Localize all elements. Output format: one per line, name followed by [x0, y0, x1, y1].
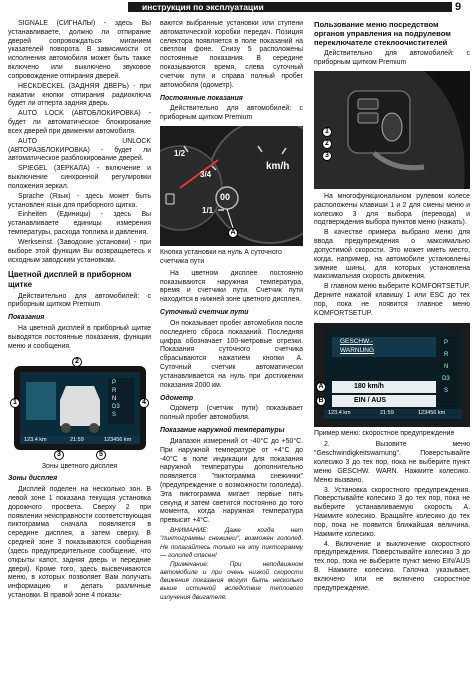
- header-title: инструкция по эксплуатации: [142, 2, 264, 12]
- figure-caption: Зоны цветного дисплея: [41, 462, 118, 470]
- time-readout: 21:59: [70, 436, 84, 443]
- color-display-figure: [8, 356, 151, 461]
- paragraph: В качестве примера выбрано меню для ввода предупреждения о максимально допустимой скорости. Это может иметь место, когда, например, на автомобиле установлены зимние шины, для которых установлена максимальная скорость движения.: [314, 229, 470, 281]
- speed-unit: km/h: [266, 161, 290, 173]
- speed-warning-display-figure: [314, 323, 470, 427]
- gear-label: P: [112, 379, 117, 386]
- figure-caption: Пример меню: скоростное предупреждение: [314, 429, 455, 437]
- section-heading: Цветной дисплей в приборном щитке: [8, 270, 132, 289]
- paragraph: Einheiten (Единицы) - здесь Вы устанавливаете единицы измерения температуры, расхода топлива и давления.: [8, 211, 151, 237]
- paragraph: Действительно для автомобилей: с приборным щитком Premium: [8, 292, 151, 309]
- gear-label: P: [444, 339, 449, 346]
- paragraph: На цветной дисплей в приборный щитке выводятся постоянные показания, функции меню и сообщения.: [8, 325, 151, 350]
- callout-1: 1: [322, 127, 332, 137]
- subheading: Показание наружной температуры: [160, 427, 285, 435]
- callout-b: B: [316, 396, 326, 406]
- gear-label: N: [444, 363, 449, 370]
- paragraph: SIGNALE (СИГНАЛЫ) - здесь Вы устанавливаете, должно ли отпирание дверей сопровождаться миганием указателей поворота. В зависимости от исполнения автомобиля может быть также включено или выключено звуковое сопровождение отпирания дверей.: [8, 20, 151, 80]
- gear-label: S: [112, 411, 117, 418]
- callout-4: 4: [139, 398, 149, 408]
- gear-label: R: [112, 387, 117, 394]
- page-number: 9: [455, 1, 462, 13]
- fuel-tick: 1/2: [174, 149, 186, 159]
- subheading: Одометр: [160, 394, 194, 402]
- column-2: [160, 20, 303, 603]
- subheading: Показания: [8, 314, 45, 322]
- paragraph: Одометр (счетчик пути) показывает полный пробег автомобиля.: [160, 405, 303, 422]
- odometer-readout: 123456 km: [418, 409, 446, 416]
- callout-3: 3: [322, 151, 332, 161]
- paragraph: 3. Установка скоростного предупреждения. Поверстывайте колесико 3 до тех пор, пока не выберите устанавливаемую скорость А. Нажмите колесико. Вращайте колесико до тех пор, пока не появится ближайшая величина. Нажмите колесико.: [314, 486, 470, 538]
- paragraph: ваются выбранные установки или ступени автоматической коробки передач. Позиция селектора появляется в поле показаний на светлом фоне. Снизу 5 расположены постоянные показания. В середине показываются время, слева суточный счетчик пути и справа полный пробег автомобиля (одометр).: [160, 20, 303, 89]
- wiper-stalk-figure: [314, 71, 470, 189]
- fuel-tick: 1/1: [202, 206, 214, 216]
- paragraph: Sprache (Язык) - здесь может быть установлен язык для приборного щитка.: [8, 192, 151, 209]
- trip-readout: 123.4 km: [24, 436, 47, 443]
- time-readout: 21:59: [380, 409, 394, 416]
- subheading: Зоны дисплея: [8, 475, 58, 483]
- paragraph: AUTO UNLOCK (АВТОРАЗБЛОКИРОВКА) - будет ли автоматическое разблокирование дверей.: [8, 137, 151, 163]
- paragraph: Он показывает пробег автомобиля после последнего сброса показаний. Последняя цифра обозначает 100-метровые отрезки. Показания суточного счетчика сбрасываются нажатием кнопки А. Суточный счетчик автоматически устанавливается на нуль при достижении показания 2000 км.: [160, 319, 303, 389]
- column-1: [8, 20, 151, 602]
- paragraph: HECKDECKEL (ЗАДНЯЯ ДВЕРЬ) - при нажатии кнопки отпирания радиоключа будет ли отперта задняя дверь.: [8, 82, 151, 108]
- gear-label: R: [444, 351, 449, 358]
- callout-a: A: [228, 228, 238, 238]
- paragraph: SPIEGEL (ЗЕРКАЛА) - включение и выключение синхронной регулировки положения зеркал.: [8, 165, 151, 190]
- odometer-readout: 123456 km: [104, 436, 132, 443]
- gear-label: N: [112, 395, 117, 402]
- page-header: [0, 0, 476, 14]
- paragraph: 2. Вызовите меню "Geschwindigkeitswarnung". Поверстывайте колесико 3 до тех пор, пока не выберите пункт меню GESCHW. WARN. Нажмите колесико. Меню вызвано.: [314, 441, 470, 484]
- callout-a: A: [316, 382, 326, 392]
- callout-2: 2: [322, 139, 332, 149]
- speedometer-figure: [160, 126, 303, 246]
- menu-title: GESCHW.-: [340, 337, 373, 345]
- subheading: Постоянные показания: [160, 94, 243, 102]
- remark-note: Примечание: При неподвижном автомобиле и при очень низкой скорости движения показания могут быть несколько выше истинной вследствие теплового излучения двигателя.: [160, 560, 303, 601]
- on-off-toggle: EIN / AUS: [354, 396, 387, 404]
- menu-title: WARNUNG: [340, 346, 375, 354]
- column-3: [314, 20, 470, 594]
- paragraph: Werkseinst. (Заводские установки) - при выборе этой функции Вы возвращаетесь к исходным заводским установкам.: [8, 238, 151, 264]
- paragraph: Действительно для автомобилей: с приборным щитком Premium: [160, 105, 303, 122]
- paragraph: Дисплей поделен на несколько зон. В левой зоне 1 показана текущая установка дорожного просвета. Сверху 2 при появлении неисправности соответствующая пиктограмма сначала появляется в середине дисплея, а затем сверху. В средней зоне 3 показываются сообщения (здесь предупредительное сообщение, что открыты капот, задняя дверь и передние двери). Кроме того, здесь высвечиваются меню, в которых позволяет Вам получать информацию и делать различные установки. В правой зоне 4 показы-: [8, 486, 151, 600]
- figure-caption: Кнопка установки на нуль А суточного счетчика пути: [160, 249, 282, 265]
- paragraph: На цветном дисплее постоянно показываются наружная температура, время и счетчики пути. Счетчик пути находится в нижней зоне цветного дисплея.: [160, 269, 303, 304]
- callout-3: 3: [54, 450, 64, 460]
- paragraph: На многофункциональном рулевом колесе расположены клавиши 1 и 2 для смены меню и колесико 3 для выбора (перевода) и подтверждения выбора пунктов меню (нажать).: [314, 192, 470, 227]
- paragraph: Действительно для автомобилей: с приборным щитком Premium: [314, 50, 470, 67]
- paragraph: AUTO LOCK (АВТОБЛОКИРОВКА) - будет ли автоматическое блокирование всех дверей при движении автомобиля.: [8, 110, 151, 135]
- fuel-tick: 3/4: [200, 170, 212, 180]
- trip-reset-readout: 00: [220, 192, 231, 203]
- gear-label: D3: [442, 375, 450, 382]
- paragraph: В главном меню выберите KOMFORTSETUP. Дерните нажатой клавишу 1 или ESC до тех пор, пока не появится главное меню KOMFORTSETUP.: [314, 283, 470, 317]
- callout-2: 2: [72, 357, 82, 367]
- callout-1: 1: [10, 398, 20, 408]
- gear-label: D3: [112, 403, 120, 410]
- speed-value: 180 km/h: [354, 382, 384, 390]
- paragraph: 4. Включение и выключение скоростного предупреждения. Поверстывайте колесико 3 до тех пор, пока не выберите пункт меню EIN/AUS В. Нажмите колесико. Галочка указывает, включено или не включено скоростное предупреждение.: [314, 540, 470, 592]
- warning-note: ВНИМАНИЕ: Даже когда нет "пиктограммы снежинки", возможен гололед. Не полагайтесь только на эту пиктограмму — гололед опасен!: [160, 527, 303, 559]
- callout-5: 5: [96, 450, 106, 460]
- section-heading: Пользование меню посредством органов управления на подрулевом переключателе стеклоочистителей: [314, 20, 451, 48]
- gear-label: S: [444, 387, 449, 394]
- trip-readout: 123.4 km: [328, 409, 351, 416]
- subheading: Суточный счетчик пути: [160, 309, 249, 317]
- paragraph: Диапазон измерений от -40°С до +50°С. При наружной температуре от +4°С до -40°С в поле индикации для показания наружной температуры дополнительно появляется "пиктограмма снежинки" (предупреждение о возможности гололеда). Эта пиктограмма мигает первые пять секунд и затем светится постоянно до того момента, когда наружная температура превысит +4°С.: [160, 437, 303, 525]
